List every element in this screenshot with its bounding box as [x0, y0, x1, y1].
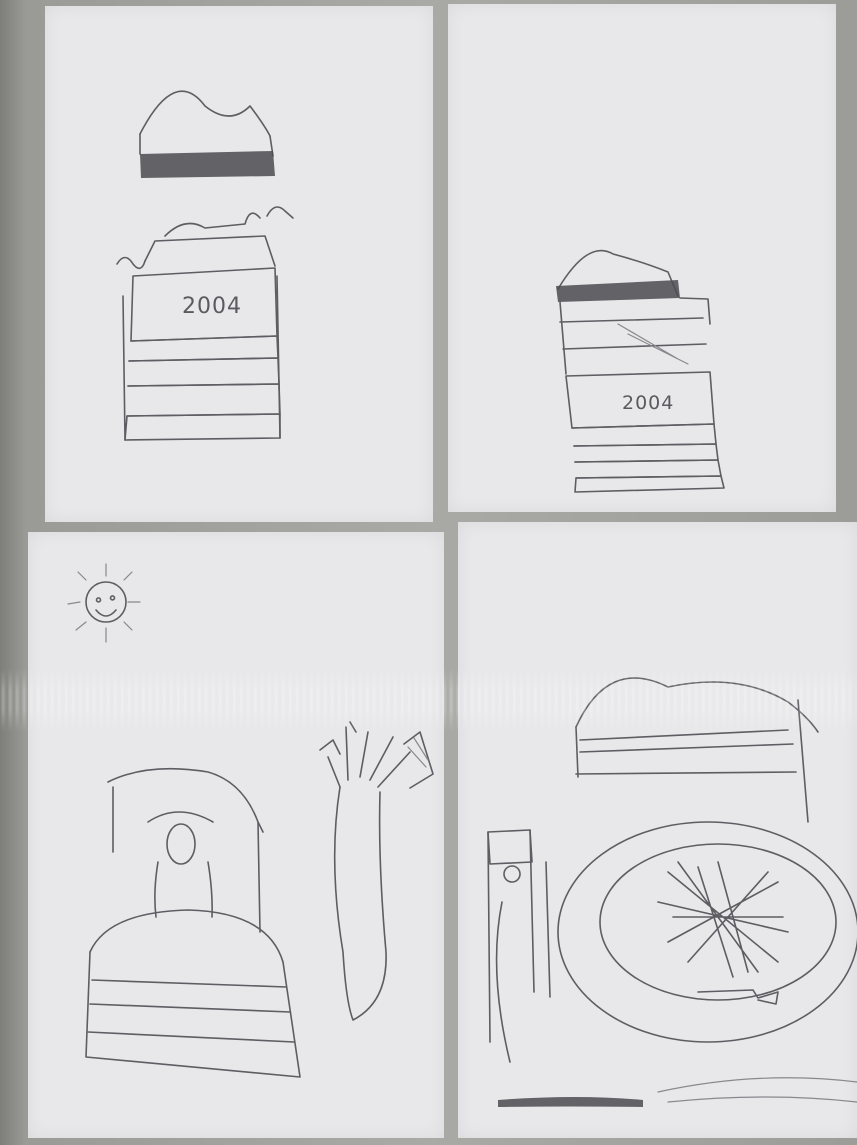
scribble-shading — [658, 862, 788, 977]
year-label-top-left: 2004 — [182, 294, 242, 319]
sheet-bottom-right — [458, 522, 857, 1138]
scene-drawing-bottom-right — [458, 522, 857, 1138]
sheet-top-left — [45, 6, 433, 522]
cake-drawing-top-right — [448, 4, 836, 512]
sheet-bottom-left — [28, 532, 444, 1138]
sheet-top-right — [448, 4, 836, 512]
year-label-top-right: 2004 — [622, 392, 675, 414]
cake-drawing-top-left — [45, 6, 433, 522]
scene-drawing-bottom-left — [28, 532, 444, 1138]
sun-icon — [68, 564, 140, 642]
